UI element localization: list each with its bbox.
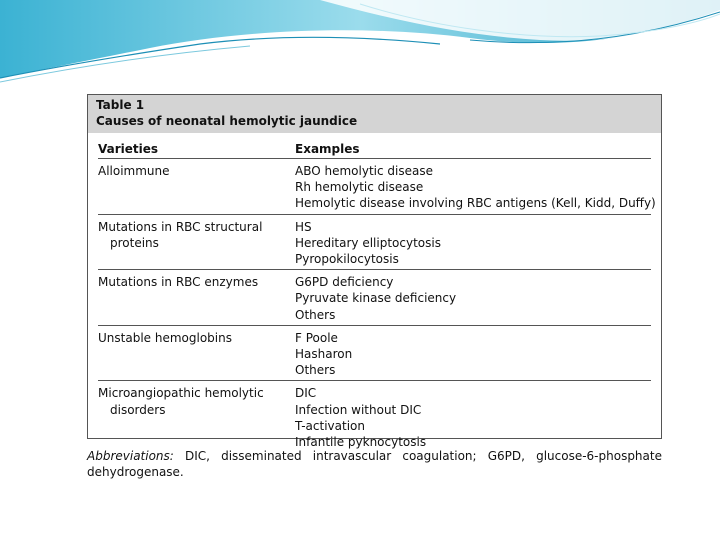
table-row [98,326,651,382]
example-item: F Poole [295,330,338,345]
table-row [98,215,651,271]
column-headers [98,133,651,159]
example-item: G6PD deficiency [295,275,394,290]
example-item: Pyruvate kinase deficiency [295,291,457,306]
examples-cell [295,385,651,450]
example-item: Pyropokilocytosis [295,252,399,267]
variety-cell [98,163,295,212]
abbreviations-footnote [87,448,662,480]
examples-cell [295,274,651,323]
example-item: Rh hemolytic disease [295,180,424,195]
variety-text: Alloimmune [98,164,170,178]
example-item: Others [295,307,336,322]
example-item: Hemolytic disease involving RBC antigens (Kell, Kidd, Duffy) [295,196,656,211]
variety-text: Unstable hemoglobins [98,330,232,345]
table-caption [88,95,661,133]
variety-text: Microangiopathic hemolytic [98,386,264,401]
example-item: Others [295,363,336,378]
table-row [98,159,656,215]
table-label: Table 1 [96,98,145,112]
variety-cell [98,330,295,379]
examples-cell [295,219,651,268]
example-item: Infantile pyknocytosis [295,435,427,450]
examples-cell [295,163,656,212]
variety-cell [98,219,295,268]
variety-cell [98,385,295,450]
example-item: ABO hemolytic disease [295,164,433,178]
causes-table [87,94,662,450]
table-row [98,381,651,452]
example-item: Infection without DIC [295,402,422,417]
variety-text: disorders [110,402,166,417]
variety-cell [98,274,295,323]
example-item: T-activation [295,418,365,433]
example-item: HS [295,219,312,234]
variety-text: Mutations in RBC enzymes [98,275,259,290]
example-item: Hasharon [295,347,353,362]
footnote-label: Abbreviations: [87,449,174,463]
table-document [66,86,666,482]
header-examples: Examples [295,142,360,156]
header-varieties: Varieties [98,142,159,156]
decorative-wave-banner [0,0,720,90]
table-row [98,270,651,326]
example-item: DIC [295,386,317,401]
example-item: Hereditary elliptocytosis [295,235,441,250]
variety-text: proteins [110,235,159,250]
examples-cell [295,330,651,379]
variety-text: Mutations in RBC structural [98,219,263,234]
footnote-text: DIC, disseminated intravascular coagulation; G6PD, glucose-6-phosphate dehydrogenase. [87,449,662,479]
table-rows [98,159,656,452]
table-body [88,133,661,452]
table-title: Causes of neonatal hemolytic jaundice [96,113,358,128]
